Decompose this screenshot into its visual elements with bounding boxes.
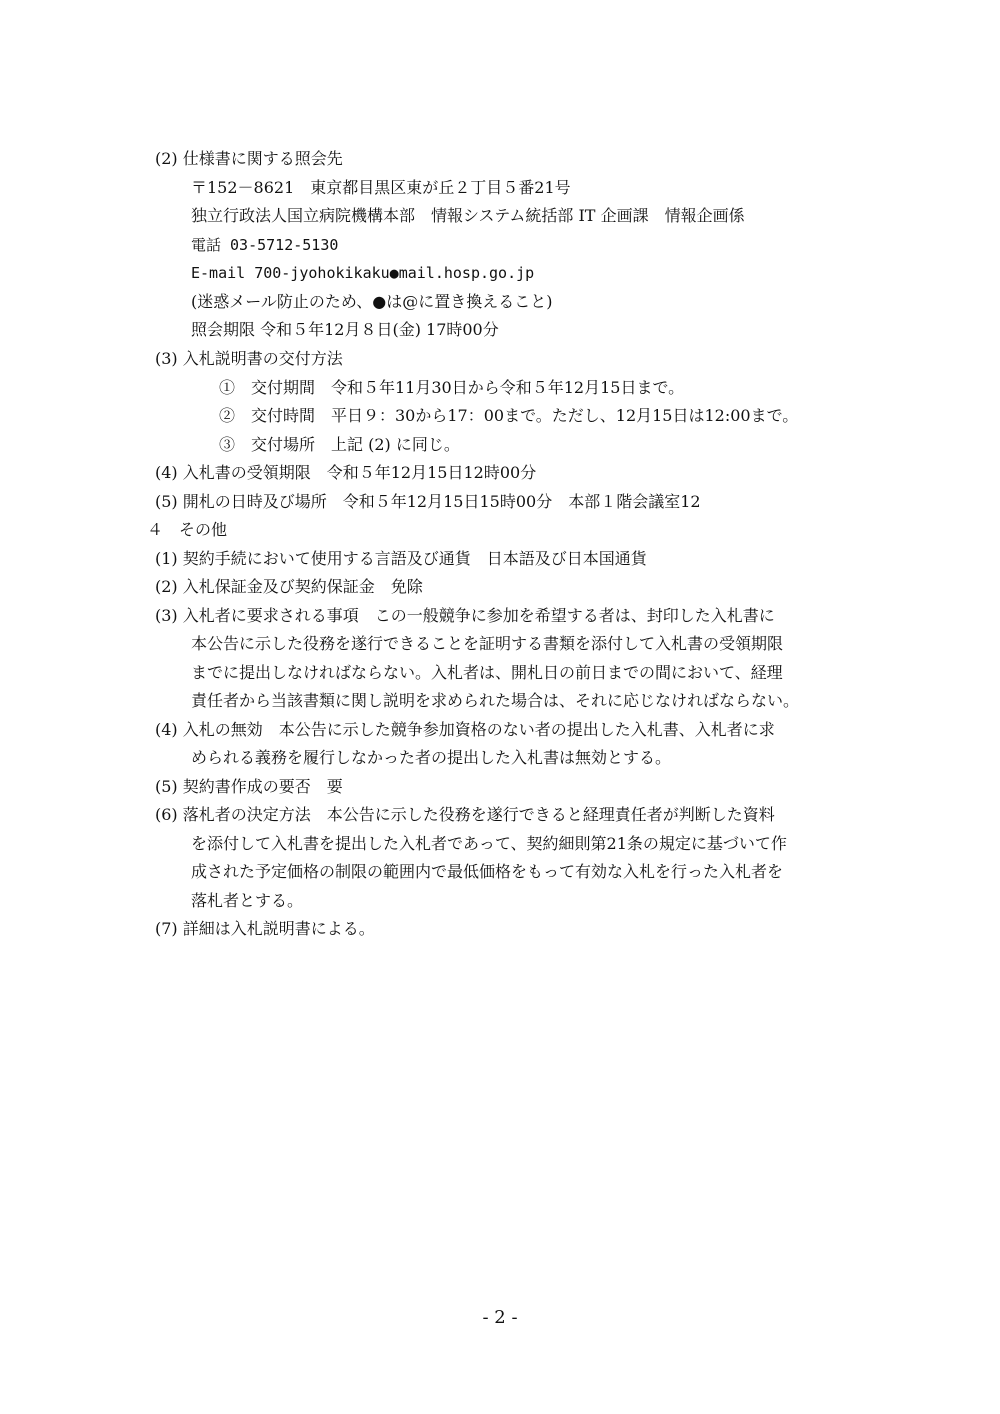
spam-prevention-note: (迷惑メール防止のため、●は@に置き換えること): [191, 292, 553, 311]
award-method-line-3: 成された予定価格の制限の範囲内で最低価格をもって有効な入札を行った入札者を: [191, 862, 784, 881]
distribution-period: ① 交付期間 令和５年11月30日から令和５年12月15日まで。: [219, 378, 685, 397]
distribution-place: ③ 交付場所 上記 (2) に同じ。: [219, 435, 460, 454]
bidder-requirements-line-3: までに提出しなければならない。入札者は、開札日の前日までの間において、経理: [191, 663, 783, 682]
contract-document-item: (5) 契約書作成の要否 要: [155, 777, 343, 796]
bidder-requirements-line-2: 本公告に示した役務を遂行できることを証明する書類を添付して入札書の受領期限: [191, 634, 784, 653]
language-currency-item: (1) 契約手続において使用する言語及び通貨 日本語及び日本国通貨: [155, 549, 647, 568]
email-address: E-mail 700-jyohokikaku●mail.hosp.go.jp: [191, 264, 535, 282]
guarantee-item: (2) 入札保証金及び契約保証金 免除: [155, 577, 423, 596]
organization-name: 独立行政法人国立病院機構本部 情報システム統括部 IT 企画課 情報企画係: [191, 206, 745, 225]
postal-address: 〒152－8621 東京都目黒区東が丘２丁目５番21号: [191, 178, 571, 197]
distribution-hours: ② 交付時間 平日９：30から17：00まで。ただし、12月15日は12:00まで。: [219, 406, 799, 425]
award-method-line-2: を添付して入札書を提出した入札者であって、契約細則第21条の規定に基づいて作: [191, 834, 787, 853]
details-item: (7) 詳細は入札説明書による。: [155, 919, 375, 938]
bid-opening-info: (5) 開札の日時及び場所 令和５年12月15日15時00分 本部１階会議室12: [155, 492, 701, 511]
distribution-section-title: (3) 入札説明書の交付方法: [155, 349, 343, 368]
other-section-heading: ４ その他: [147, 520, 228, 539]
page-number: - 2 -: [482, 1307, 518, 1328]
invalid-bid-line-2: められる義務を履行しなかった者の提出した入札書は無効とする。: [191, 748, 672, 767]
inquiry-deadline: 照会期限 令和５年12月８日(金) 17時00分: [191, 320, 499, 339]
telephone-number: 電話 03-5712-5130: [191, 236, 339, 254]
invalid-bid-item: (4) 入札の無効 本公告に示した競争参加資格のない者の提出した入札書、入札者に求: [155, 720, 775, 739]
bidder-requirements-item: (3) 入札者に要求される事項 この一般競争に参加を希望する者は、封印した入札書に: [155, 606, 775, 625]
inquiry-section-title: (2) 仕様書に関する照会先: [155, 149, 343, 168]
award-method-line-4: 落札者とする。: [191, 891, 304, 910]
bid-receipt-deadline: (4) 入札書の受領期限 令和５年12月15日12時00分: [155, 463, 537, 482]
bidder-requirements-line-4: 責任者から当該書類に関し説明を求められた場合は、それに応じなければならない。: [191, 691, 800, 710]
award-method-item: (6) 落札者の決定方法 本公告に示した役務を遂行できると経理責任者が判断した資料: [155, 805, 775, 824]
